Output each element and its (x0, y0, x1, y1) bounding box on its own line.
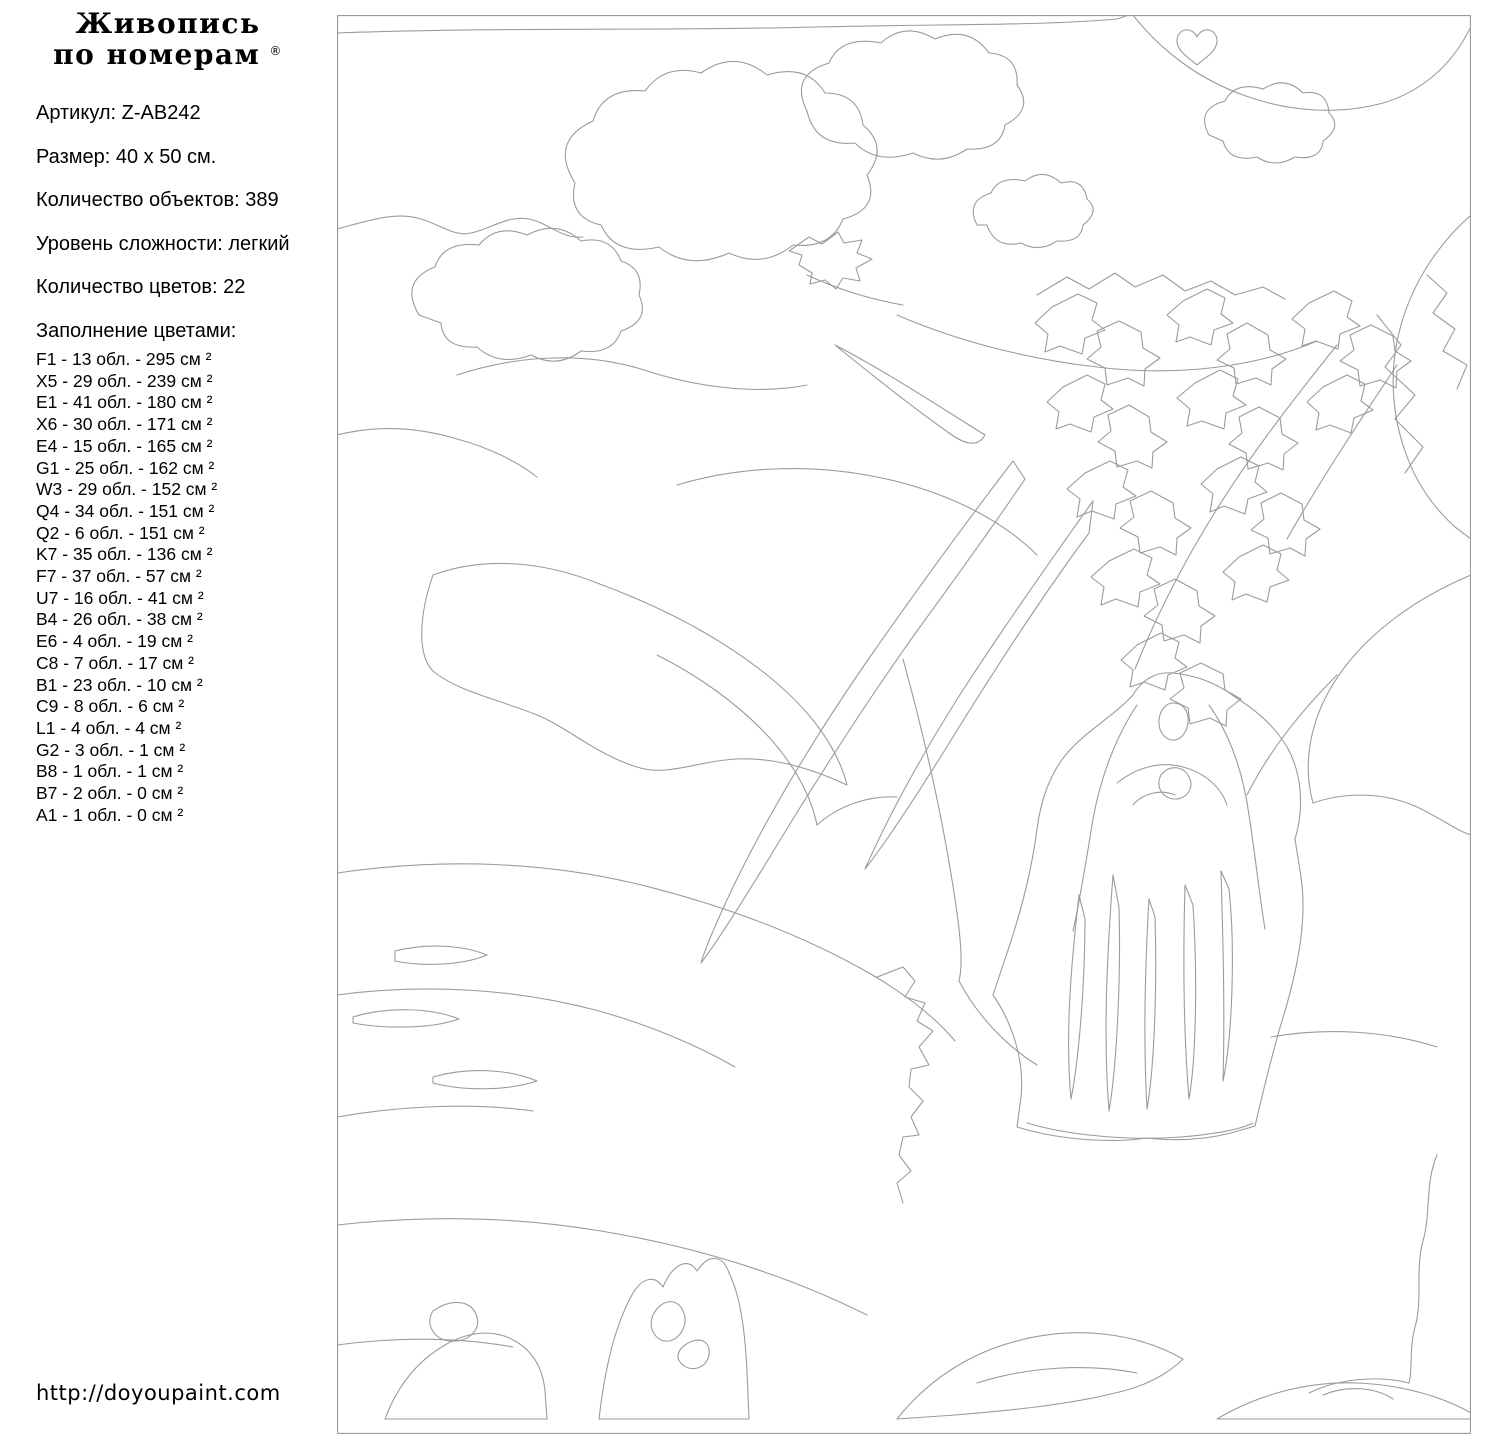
legend-item: C9 - 8 обл. - 6 см ² (36, 696, 185, 717)
registered-trademark: ® (269, 44, 283, 59)
coloring-canvas (337, 15, 1471, 1434)
legend-item: G1 - 25 обл. - 162 см ² (36, 457, 215, 478)
legend-item: W3 - 29 обл. - 152 см ² (36, 479, 218, 500)
dragon-scales-group (1035, 289, 1411, 726)
woman-face (1159, 703, 1188, 740)
brand-name-line2-text: по номерам (53, 38, 261, 72)
dragon-wing (865, 501, 1093, 869)
legend-item: E6 - 4 обл. - 19 см ² (36, 631, 193, 652)
legend-item: X5 - 29 обл. - 239 см ² (36, 370, 213, 391)
woman-outline (993, 673, 1303, 1141)
info-line: Количество цветов: 22 (36, 276, 246, 298)
legend-item: Q4 - 34 обл. - 151 см ² (36, 500, 215, 521)
info-line: Заполнение цветами: (36, 319, 237, 342)
dragon-head (789, 232, 872, 289)
brand-logo (22, 8, 314, 71)
legend-item: C8 - 7 обл. - 17 см ² (36, 652, 194, 673)
brand-name-line2 (22, 39, 314, 70)
legend-item: F7 - 37 обл. - 57 см ² (36, 566, 202, 587)
legend-item: U7 - 16 обл. - 41 см ² (36, 587, 204, 608)
dragon-wing (701, 461, 1025, 963)
info-line: Количество объектов: 389 (36, 189, 279, 211)
brand-name-line1: Живопись (75, 7, 261, 40)
info-line: Уровень сложности: легкий (36, 232, 290, 255)
info-line: Размер: 40 x 50 см. (36, 145, 217, 168)
clouds-group (337, 15, 1129, 825)
legend-item: L1 - 4 обл. - 4 см ² (36, 717, 182, 738)
dragon-group (701, 232, 1423, 1065)
color-legend (36, 349, 217, 826)
legend-item: K7 - 35 обл. - 136 см ² (36, 544, 213, 565)
legend-item: Q2 - 6 обл. - 151 см ² (36, 522, 205, 543)
legend-item: B1 - 23 обл. - 10 см ² (36, 674, 203, 695)
legend-item: E1 - 41 обл. - 180 см ² (36, 392, 213, 413)
cliff-water-group (337, 864, 955, 1347)
sky-topright-group (1133, 15, 1471, 539)
legend-item: G2 - 3 обл. - 1 см ² (36, 739, 186, 760)
site-url: http://doyoupaint.com (36, 1381, 281, 1405)
legend-item: B8 - 1 обл. - 1 см ² (36, 761, 184, 782)
info-line: Артикул: Z-AB242 (36, 102, 201, 124)
legend-item: F1 - 13 обл. - 295 см ² (36, 349, 212, 369)
legend-item: B7 - 2 обл. - 0 см ² (36, 783, 184, 804)
heart-shape (1177, 30, 1217, 65)
woman-hands (1159, 768, 1191, 799)
legend-item: X6 - 30 обл. - 171 см ² (36, 414, 213, 435)
bottom-rocks-group (385, 1155, 1471, 1419)
line-art (337, 15, 1471, 1434)
legend-item: B4 - 26 обл. - 38 см ² (36, 609, 203, 630)
info-sidebar (0, 0, 337, 1453)
product-info (36, 92, 290, 353)
rock-face-right-group (1247, 575, 1471, 1047)
woman-figure-group (993, 673, 1303, 1141)
legend-item: E4 - 15 обл. - 165 см ² (36, 435, 213, 456)
legend-item: A1 - 1 обл. - 0 см ² (36, 804, 184, 825)
